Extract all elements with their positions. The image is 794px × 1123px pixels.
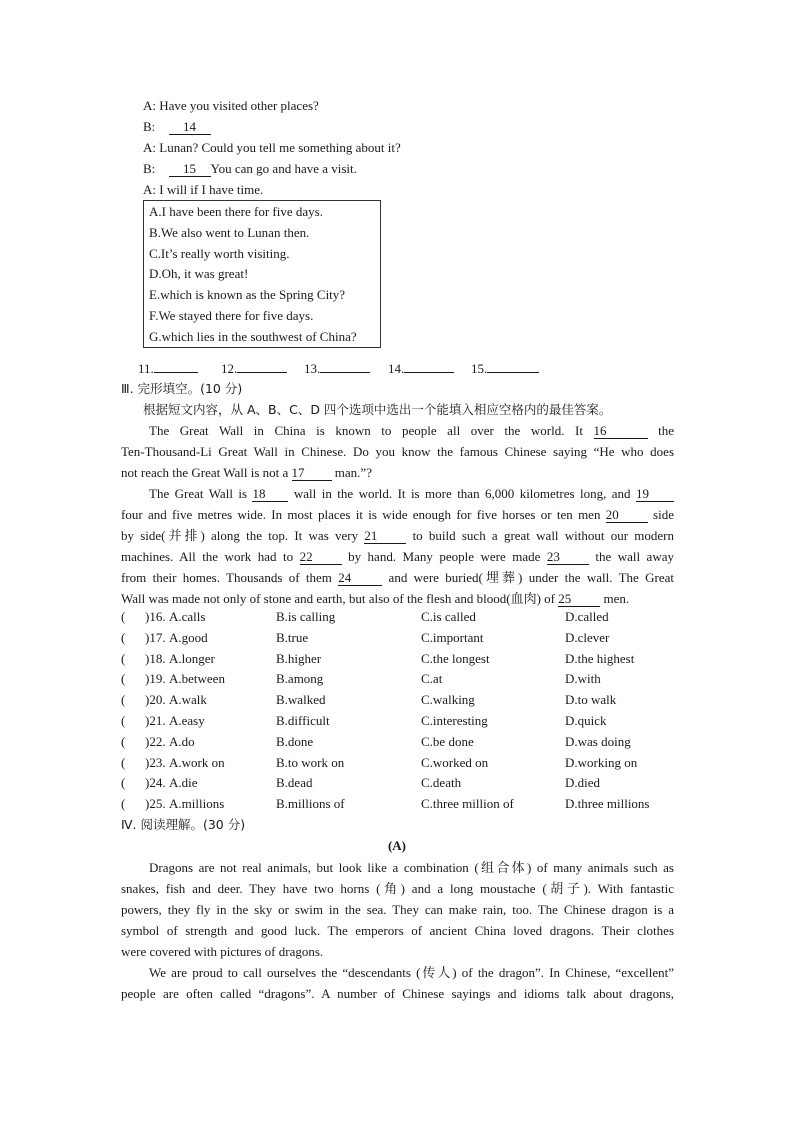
cloze-passage [121, 420, 674, 609]
section4-title: Ⅳ. 阅读理解。(30 分) [121, 817, 246, 832]
answer-paren[interactable]: ( [121, 630, 126, 645]
blank-16[interactable]: 16 [594, 423, 648, 439]
answer-slot-15[interactable] [471, 359, 539, 379]
dialogue-text: I will if I have time. [159, 182, 264, 197]
passage-line: The Great Wall is 18 wall in the world. It is more than 6,000 kilometres long, and 19 [121, 483, 674, 504]
reading-line: powers, they fly in the sky or swim in the sea. They can make rain, too. The Chinese dragon is a [121, 902, 674, 917]
choice-b[interactable]: B.dead [276, 775, 313, 790]
option-f: F.We stayed there for five days. [149, 308, 314, 323]
answer-paren[interactable]: ( [121, 713, 126, 728]
choice-d[interactable]: D.to walk [565, 692, 617, 707]
choice-d[interactable]: D.with [565, 671, 601, 686]
answer-slot-13[interactable] [304, 359, 370, 379]
answer-slot-12[interactable] [221, 359, 287, 379]
reading-line: snakes, fish and deer. They have two horns (角) and a long moustache (胡子). With fantastic [121, 881, 674, 896]
passage-a-title: (A) [387, 838, 407, 853]
choice-a[interactable]: A.easy [169, 713, 205, 728]
dialogue-line-1 [143, 96, 319, 116]
choice-c[interactable]: C.worked on [421, 755, 489, 770]
choice-c[interactable]: C.important [421, 630, 484, 645]
question-number: )16. [145, 609, 166, 624]
choice-d[interactable]: D.clever [565, 630, 610, 645]
answer-slot-14[interactable] [388, 359, 454, 379]
answer-number: 14. [388, 361, 405, 376]
question-number: )19. [145, 671, 166, 686]
question-number: )18. [145, 651, 166, 666]
reading-line: were covered with pictures of dragons. [121, 944, 324, 959]
dialogue-line-2 [143, 117, 211, 137]
answer-number: 13. [304, 361, 321, 376]
choice-d[interactable]: D.died [565, 775, 601, 790]
choice-d[interactable]: D.called [565, 609, 609, 624]
choice-b[interactable]: B.among [276, 671, 324, 686]
options-box [143, 200, 381, 348]
blank-23[interactable]: 23 [547, 549, 589, 565]
choice-d[interactable]: D.working on [565, 755, 638, 770]
choice-a[interactable]: A.die [169, 775, 198, 790]
option-b: B.We also went to Lunan then. [149, 225, 310, 240]
question-number: )23. [145, 755, 166, 770]
section3-title: Ⅲ. 完形填空。(10 分) [121, 381, 243, 396]
choice-b[interactable]: B.higher [276, 651, 322, 666]
question-number: )20. [145, 692, 166, 707]
choice-b[interactable]: B.difficult [276, 713, 330, 728]
reading-line: symbol of strength and good luck. The emperors of ancient China loved dragons. Their clothes [121, 923, 674, 938]
blank-18[interactable]: 18 [252, 486, 288, 502]
dialogue-text: You can go and have a visit. [210, 161, 357, 176]
answer-slot-11[interactable] [138, 359, 198, 379]
option-c: C.It’s really worth visiting. [149, 246, 290, 261]
speaker: A: [143, 98, 156, 113]
answer-number: 11. [138, 361, 154, 376]
question-number: )24. [145, 775, 166, 790]
passage-line: four and five metres wide. In most places it is wide enough for five horses or ten men 20 side [121, 507, 674, 522]
answer-paren[interactable]: ( [121, 671, 126, 686]
blank-21[interactable]: 21 [364, 528, 406, 544]
choice-d[interactable]: D.the highest [565, 651, 635, 666]
question-number: )22. [145, 734, 166, 749]
option-e: E.which is known as the Spring City? [149, 287, 346, 302]
dialogue-text: Lunan? Could you tell me something about it? [159, 140, 401, 155]
question-number: )25. [145, 796, 166, 811]
choice-c[interactable]: C.three million of [421, 796, 514, 811]
reading-line: people are often called “dragons”. A number of Chinese sayings and idioms talk about dragons, [121, 986, 674, 1001]
answer-paren[interactable]: ( [121, 775, 126, 790]
passage-line: from their homes. Thousands of them 24 and were buried(埋葬) under the wall. The Great [121, 570, 675, 585]
answer-paren[interactable]: ( [121, 796, 126, 811]
option-g: G.which lies in the southwest of China? [149, 329, 357, 344]
answer-number: 12. [221, 361, 238, 376]
speaker: A: [143, 140, 156, 155]
answer-paren[interactable]: ( [121, 755, 126, 770]
answer-paren[interactable]: ( [121, 609, 126, 624]
answer-number: 15. [471, 361, 488, 376]
dialogue-text: Have you visited other places? [159, 98, 319, 113]
choice-c[interactable]: C.at [421, 671, 443, 686]
blank-15[interactable]: 15 [169, 161, 211, 177]
answer-paren[interactable]: ( [121, 651, 126, 666]
option-d: D.Oh, it was great! [149, 266, 249, 281]
choice-a[interactable]: A.calls [169, 609, 206, 624]
answer-paren[interactable]: ( [121, 734, 126, 749]
blank-14[interactable]: 14 [169, 119, 211, 135]
choice-a[interactable]: A.do [169, 734, 195, 749]
choice-c[interactable]: C.walking [421, 692, 475, 707]
choice-b[interactable]: B.walked [276, 692, 326, 707]
choice-b[interactable]: B.done [276, 734, 314, 749]
reading-passage-a [121, 857, 674, 1004]
choice-a[interactable]: A.good [169, 630, 208, 645]
passage-line: The Great Wall in China is known to people all over the world. It 16 the [149, 423, 674, 438]
blank-20[interactable]: 20 [606, 507, 648, 523]
choice-b[interactable]: B.true [276, 630, 309, 645]
speaker: B: [143, 119, 156, 134]
choice-c[interactable]: C.is called [421, 609, 476, 624]
speaker: B: [143, 161, 156, 176]
choice-c[interactable]: C.interesting [421, 713, 488, 728]
speaker: A: [143, 182, 156, 197]
choice-c[interactable]: C.death [421, 775, 462, 790]
answer-paren[interactable]: ( [121, 692, 126, 707]
dialogue-line-4 [143, 159, 357, 179]
passage-line: by side(并排) along the top. It was very 21 to build such a great wall without our modern [121, 528, 675, 543]
question-number: )21. [145, 713, 166, 728]
choice-a[interactable]: A.between [169, 671, 225, 686]
passage-line: Wall was made not only of stone and earth, but also of the flesh and blood(血肉) of 25 men. [121, 591, 630, 606]
blank-24[interactable]: 24 [338, 570, 382, 586]
passage-line: not reach the Great Wall is not a 17 man.”? [121, 465, 372, 480]
reading-line: We are proud to call ourselves the “descendants (传人) of the dragon”. In Chinese, “excellent” [149, 965, 674, 980]
option-a: A.I have been there for five days. [149, 204, 323, 219]
choice-a[interactable]: A.work on [169, 755, 225, 770]
choice-d[interactable]: D.three millions [565, 796, 650, 811]
question-number: )17. [145, 630, 166, 645]
choice-b[interactable]: B.to work on [276, 755, 345, 770]
dialogue-line-5 [143, 180, 263, 200]
choice-d[interactable]: D.quick [565, 713, 607, 728]
section3-instruction: 根据短文内容，从 A、B、C、D 四个选项中选出一个能填入相应空格内的最佳答案。 [143, 402, 612, 417]
blank-19[interactable]: 19 [636, 486, 674, 502]
choice-b[interactable]: B.millions of [276, 796, 345, 811]
choice-a[interactable]: A.longer [169, 651, 215, 666]
reading-line: Dragons are not real animals, but look like a combination (组合体) of many animals such as [149, 860, 674, 875]
passage-line: machines. All the work had to 22 by hand. Many people were made 23 the wall away [121, 549, 674, 564]
choice-d[interactable]: D.was doing [565, 734, 631, 749]
blank-17[interactable]: 17 [292, 465, 332, 481]
blank-25[interactable]: 25 [558, 591, 600, 607]
choice-a[interactable]: A.walk [169, 692, 207, 707]
choice-c[interactable]: C.be done [421, 734, 474, 749]
passage-line: Ten-Thousand-Li Great Wall in Chinese. Do you know the famous Chinese saying “He who does [121, 444, 674, 459]
choice-b[interactable]: B.is calling [276, 609, 336, 624]
dialogue-line-3 [143, 138, 401, 158]
choice-c[interactable]: C.the longest [421, 651, 490, 666]
blank-22[interactable]: 22 [300, 549, 342, 565]
choice-a[interactable]: A.millions [169, 796, 225, 811]
